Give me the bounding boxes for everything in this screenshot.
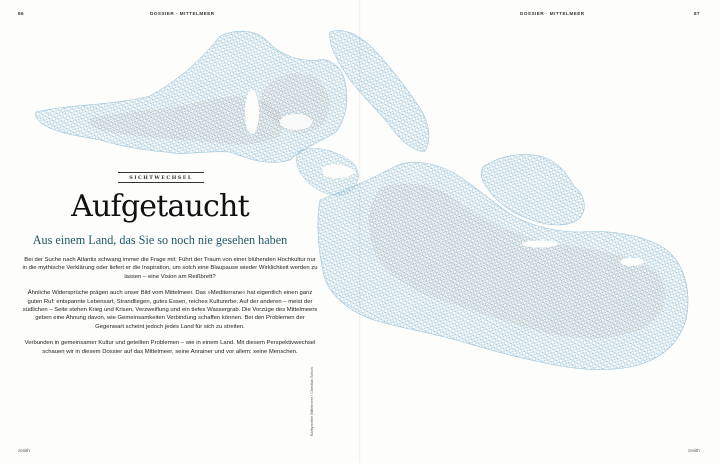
paragraph-3: Verbunden in gemeinsamer Kultur und geteilten Problemen – wie in einem Land. Mit diesem Perspektivwechsel schauen wir in diesem Dossier auf das Mittelmeer, seine Anrainer und vor allem: seine Menschen. [24, 340, 316, 355]
kicker-rule-bottom [118, 182, 204, 183]
paragraph-1: Bei der Suche nach Atlantis schwang immer die Frage mit: Führt der Traum von einer blühenden Hochkultur nur in die mythische Verklärung oder liefert er die Inspiration, um solch eine Blaupause wieder Wirklichkeit werden zu lassen – eine Vision am Reißbrett? [22, 257, 318, 280]
image-credit: Bathymetrie Mittelmeer / Christian Bösch [310, 367, 314, 436]
page-gutter [359, 0, 361, 463]
page-number-right: 87 [694, 11, 701, 16]
page-number-left: 86 [18, 11, 25, 16]
running-header-left: DOSSIER · MITTELMEER [150, 11, 215, 16]
paragraph-2: Ähnliche Widersprüche prägen auch unser Bild vom Mittelmeer. Das »Mediterrane« hat eigentlich einen ganz guten Ruf: entspannte Lebensart, Strandliegen, gutes Essen, reiches Kulturerbe. Auf der anderen – meist der südlichen – Seite stehen Krieg und Krisen, Verzweiflung und ein tiefes Wassergrab. Die Vorzüge des Mittelmeers geben eine Ahnung davon, wie Gemeinsamkeiten Verbindung schaffen können. Bei den Problemen der Gegenwart scheint jedoch jedes Land für sich zu streiten. [22, 290, 318, 330]
kicker-rule-top [118, 172, 204, 173]
article-subtitle: Aus einem Land, das Sie so noch nie gesehen haben [32, 233, 288, 247]
article-body [22, 256, 318, 364]
kicker-label: SICHTWECHSEL [129, 175, 193, 181]
article-title: Aufgetaucht [71, 189, 249, 224]
footer-right: zenith [688, 448, 700, 453]
footer-left: zenith [18, 448, 30, 453]
running-header-right: DOSSIER · MITTELMEER [520, 11, 585, 16]
